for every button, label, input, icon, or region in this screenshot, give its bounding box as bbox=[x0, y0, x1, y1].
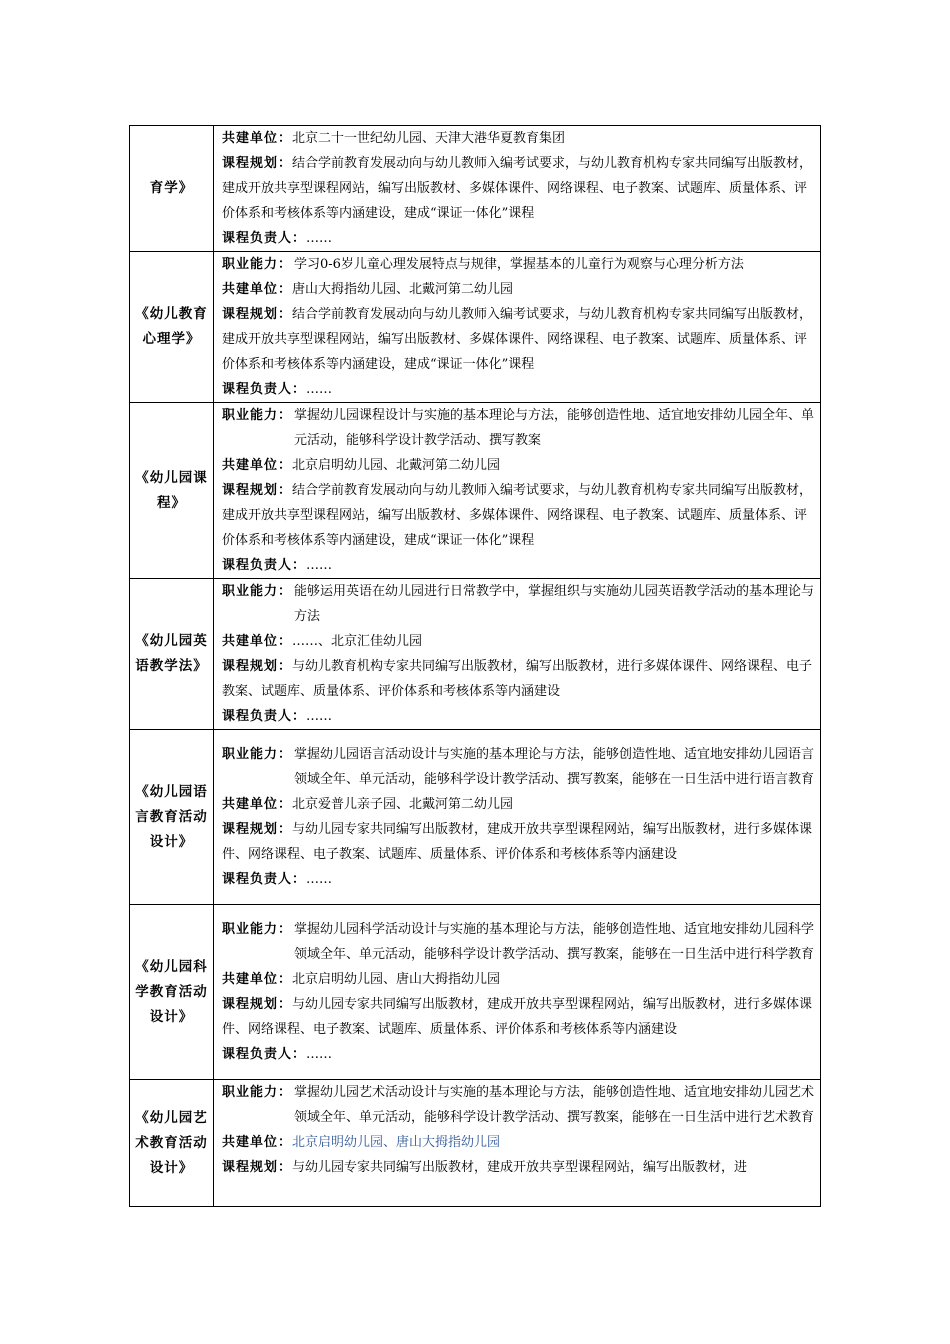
leader-value: …… bbox=[306, 709, 333, 724]
partner-field bbox=[222, 277, 814, 302]
course-name: 《幼儿园科学教育活动设计》 bbox=[130, 905, 214, 1080]
ability-label: 职业能力： bbox=[222, 1085, 293, 1100]
plan-value: 结合学前教育发展动向与幼儿教师入编考试要求，与幼儿教育机构专家共同编写出版教材，建成开放共享型课程网站，编写出版教材、多媒体课件、网络课程、电子教案、试题库、质量体系、评价体系和考核体系等内涵建设，建成“课证一体化”课程 bbox=[222, 156, 813, 221]
plan-label: 课程规划： bbox=[222, 659, 293, 674]
leader-label: 课程负责人： bbox=[222, 231, 307, 246]
partner-label: 共建单位： bbox=[222, 131, 293, 146]
table-row bbox=[130, 252, 821, 403]
plan-value: 与幼儿园专家共同编写出版教材，建成开放共享型课程网站，编写出版教材，进行多媒体课件、网络课程、电子教案、试题库、质量体系、评价体系和考核体系等内涵建设 bbox=[222, 997, 813, 1037]
leader-label: 课程负责人： bbox=[222, 1047, 307, 1062]
leader-value: …… bbox=[306, 231, 333, 246]
partner-label: 共建单位： bbox=[222, 634, 293, 649]
partner-field bbox=[222, 792, 814, 817]
ability-value: 掌握幼儿园课程设计与实施的基本理论与方法，能够创造性地、适宜地安排幼儿园全年、单元活动，能够科学设计教学活动、撰写教案 bbox=[294, 408, 815, 448]
course-name: 《幼儿园课程》 bbox=[130, 403, 214, 579]
ability-label: 职业能力： bbox=[222, 584, 293, 599]
table-row bbox=[130, 730, 821, 905]
partner-value: 北京启明幼儿园、唐山大拇指幼儿园 bbox=[292, 972, 501, 987]
leader-field bbox=[222, 704, 814, 729]
table-row bbox=[130, 403, 821, 579]
partner-label: 共建单位： bbox=[222, 972, 293, 987]
plan-field bbox=[222, 654, 814, 704]
plan-value: 与幼儿教育机构专家共同编写出版教材，编写出版教材，进行多媒体课件、网络课程、电子教案、试题库、质量体系、评价体系和考核体系等内涵建设 bbox=[222, 659, 813, 699]
partner-value: 北京爱普儿亲子园、北戴河第二幼儿园 bbox=[292, 797, 514, 812]
plan-label: 课程规划： bbox=[222, 822, 293, 837]
partner-field bbox=[222, 967, 814, 992]
leader-label: 课程负责人： bbox=[222, 382, 307, 397]
ability-field bbox=[222, 579, 814, 629]
plan-field bbox=[222, 817, 814, 867]
ability-field bbox=[222, 917, 814, 967]
ability-value: 掌握幼儿园科学活动设计与实施的基本理论与方法，能够创造性地、适宜地安排幼儿园科学领域全年、单元活动，能够科学设计教学活动、撰写教案，能够在一日生活中进行科学教育 bbox=[294, 922, 815, 962]
ability-value: 学习0-6岁儿童心理发展特点与规律，掌握基本的儿童行为观察与心理分析方法 bbox=[294, 257, 744, 272]
ability-label: 职业能力： bbox=[222, 747, 293, 762]
ability-label: 职业能力： bbox=[222, 408, 293, 423]
partner-label: 共建单位： bbox=[222, 458, 293, 473]
plan-value: 与幼儿园专家共同编写出版教材，建成开放共享型课程网站，编写出版教材，进 bbox=[292, 1160, 748, 1175]
plan-value: 与幼儿园专家共同编写出版教材，建成开放共享型课程网站，编写出版教材，进行多媒体课件、网络课程、电子教案、试题库、质量体系、评价体系和考核体系等内涵建设 bbox=[222, 822, 813, 862]
partner-value: 北京启明幼儿园、北戴河第二幼儿园 bbox=[292, 458, 501, 473]
partner-value: 唐山大拇指幼儿园、北戴河第二幼儿园 bbox=[292, 282, 514, 297]
plan-field bbox=[222, 478, 814, 553]
course-table bbox=[129, 125, 821, 1207]
ability-field bbox=[222, 252, 814, 277]
plan-field bbox=[222, 992, 814, 1042]
partner-label: 共建单位： bbox=[222, 282, 293, 297]
ability-field bbox=[222, 742, 814, 792]
course-name: 《幼儿园语言教育活动设计》 bbox=[130, 730, 214, 905]
leader-value: …… bbox=[306, 558, 333, 573]
partner-label: 共建单位： bbox=[222, 1135, 293, 1150]
ability-value: 掌握幼儿园语言活动设计与实施的基本理论与方法，能够创造性地、适宜地安排幼儿园语言领域全年、单元活动，能够科学设计教学活动、撰写教案，能够在一日生活中进行语言教育 bbox=[294, 747, 815, 787]
leader-value: …… bbox=[306, 382, 333, 397]
table-row bbox=[130, 1080, 821, 1207]
leader-field bbox=[222, 1042, 814, 1067]
course-details bbox=[214, 730, 821, 905]
plan-label: 课程规划： bbox=[222, 1160, 293, 1175]
plan-field bbox=[222, 302, 814, 377]
partner-value: 北京启明幼儿园、唐山大拇指幼儿园 bbox=[292, 1135, 501, 1150]
ability-label: 职业能力： bbox=[222, 922, 293, 937]
leader-field bbox=[222, 867, 814, 892]
leader-field bbox=[222, 377, 814, 402]
partner-value: 北京二十一世纪幼儿园、天津大港华夏教育集团 bbox=[292, 131, 566, 146]
plan-field bbox=[222, 1155, 814, 1180]
course-details bbox=[214, 1080, 821, 1207]
plan-label: 课程规划： bbox=[222, 483, 293, 498]
course-name: 《幼儿园艺术教育活动设计》 bbox=[130, 1080, 214, 1207]
leader-value: …… bbox=[306, 1047, 333, 1062]
course-name: 《幼儿园英语教学法》 bbox=[130, 579, 214, 730]
course-details bbox=[214, 905, 821, 1080]
ability-field bbox=[222, 403, 814, 453]
course-details bbox=[214, 252, 821, 403]
course-name: 《幼儿教育心理学》 bbox=[130, 252, 214, 403]
leader-field bbox=[222, 553, 814, 578]
leader-label: 课程负责人： bbox=[222, 872, 307, 887]
partner-label: 共建单位： bbox=[222, 797, 293, 812]
leader-label: 课程负责人： bbox=[222, 558, 307, 573]
course-name: 育学》 bbox=[130, 126, 214, 252]
plan-value: 结合学前教育发展动向与幼儿教师入编考试要求，与幼儿教育机构专家共同编写出版教材，建成开放共享型课程网站，编写出版教材、多媒体课件、网络课程、电子教案、试题库、质量体系、评价体系和考核体系等内涵建设，建成“课证一体化”课程 bbox=[222, 307, 813, 372]
ability-value: 掌握幼儿园艺术活动设计与实施的基本理论与方法，能够创造性地、适宜地安排幼儿园艺术领域全年、单元活动，能够科学设计教学活动、撰写教案，能够在一日生活中进行艺术教育 bbox=[294, 1085, 815, 1125]
plan-field bbox=[222, 151, 814, 226]
ability-field bbox=[222, 1080, 814, 1130]
plan-label: 课程规划： bbox=[222, 997, 293, 1012]
partner-field bbox=[222, 126, 814, 151]
table-row bbox=[130, 126, 821, 252]
plan-value: 结合学前教育发展动向与幼儿教师入编考试要求，与幼儿教育机构专家共同编写出版教材，建成开放共享型课程网站，编写出版教材、多媒体课件、网络课程、电子教案、试题库、质量体系、评价体系和考核体系等内涵建设，建成“课证一体化”课程 bbox=[222, 483, 813, 548]
ability-value: 能够运用英语在幼儿园进行日常教学中，掌握组织与实施幼儿园英语教学活动的基本理论与方法 bbox=[294, 584, 815, 624]
plan-label: 课程规划： bbox=[222, 307, 293, 322]
plan-label: 课程规划： bbox=[222, 156, 293, 171]
course-details bbox=[214, 579, 821, 730]
table-row bbox=[130, 579, 821, 730]
course-details bbox=[214, 403, 821, 579]
leader-label: 课程负责人： bbox=[222, 709, 307, 724]
partner-field bbox=[222, 453, 814, 478]
partner-value: ……、北京汇佳幼儿园 bbox=[292, 634, 423, 649]
table-row bbox=[130, 905, 821, 1080]
partner-field bbox=[222, 629, 814, 654]
ability-label: 职业能力： bbox=[222, 257, 293, 272]
leader-field bbox=[222, 226, 814, 251]
course-details bbox=[214, 126, 821, 252]
leader-value: …… bbox=[306, 872, 333, 887]
partner-field bbox=[222, 1130, 814, 1155]
